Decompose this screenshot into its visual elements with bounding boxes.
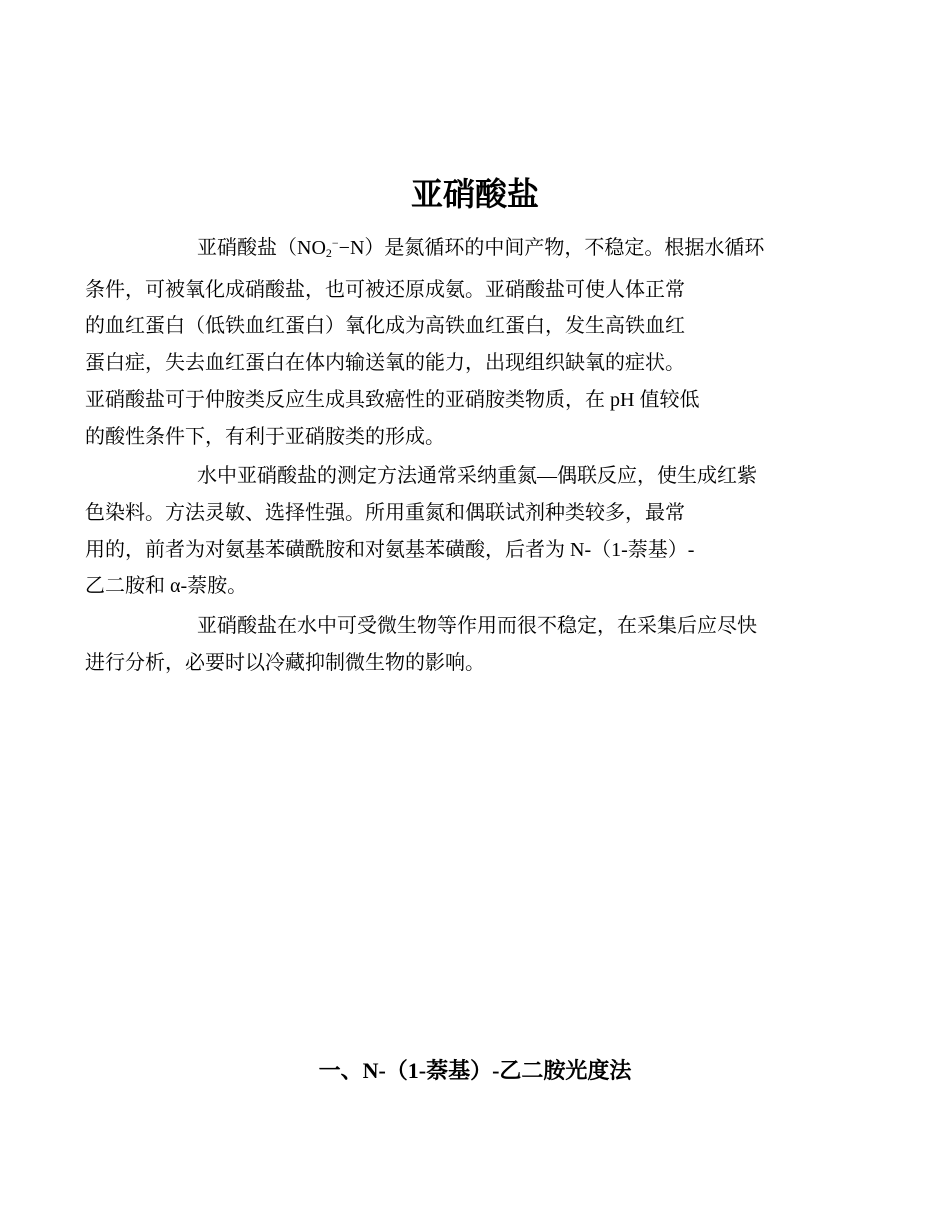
paragraph-line: 乙二胺和 α-萘胺。 <box>85 575 248 598</box>
paragraph-method <box>85 458 811 605</box>
paragraph-stability <box>85 608 811 681</box>
paragraph-line: 水中亚硝酸盐的测定方法通常采纳重氮—偶联反应，使生成红紫 <box>197 465 757 488</box>
paragraph-intro <box>85 225 811 455</box>
section-heading: 一、N-（1-萘基）-乙二胺光度法 <box>318 1058 632 1083</box>
document-body <box>85 225 811 684</box>
paragraph-line: 的酸性条件下，有利于亚硝胺类的形成。 <box>85 425 445 448</box>
paragraph-line: 亚硝酸盐在水中可受微生物等作用而很不稳定，在采集后应尽快 <box>197 615 757 638</box>
paragraph-line: 用的，前者为对氨基苯磺酰胺和对氨基苯磺酸，后者为 N-（1-萘基）- <box>85 538 695 561</box>
paragraph-line: 进行分析，必要时以冷藏抑制微生物的影响。 <box>85 651 485 674</box>
document-title: 亚硝酸盐 <box>410 176 539 212</box>
paragraph-line: 色染料。方法灵敏、选择性强。所用重氮和偶联试剂种类较多，最常 <box>85 501 685 524</box>
paragraph-line: 条件，可被氧化成硝酸盐，也可被还原成氨。亚硝酸盐可使人体正常 <box>85 278 685 301</box>
paragraph-line: 亚硝酸盐$(NO_2^--N)$是氮循环的中间产物，不稳定。根据水循环 <box>197 236 765 260</box>
paragraph-line: 亚硝酸盐可于仲胺类反应生成具致癌性的亚硝胺类物质，在 pH 值较低 <box>85 388 700 411</box>
paragraph-line: 的血红蛋白（低铁血红蛋白）氧化成为高铁血红蛋白，发生高铁血红 <box>85 315 685 338</box>
paragraph-line: 蛋白症，失去血红蛋白在体内输送氧的能力，出现组织缺氧的症状。 <box>85 352 685 375</box>
nitrite-formula: $NO_2^--N$ <box>297 236 365 260</box>
